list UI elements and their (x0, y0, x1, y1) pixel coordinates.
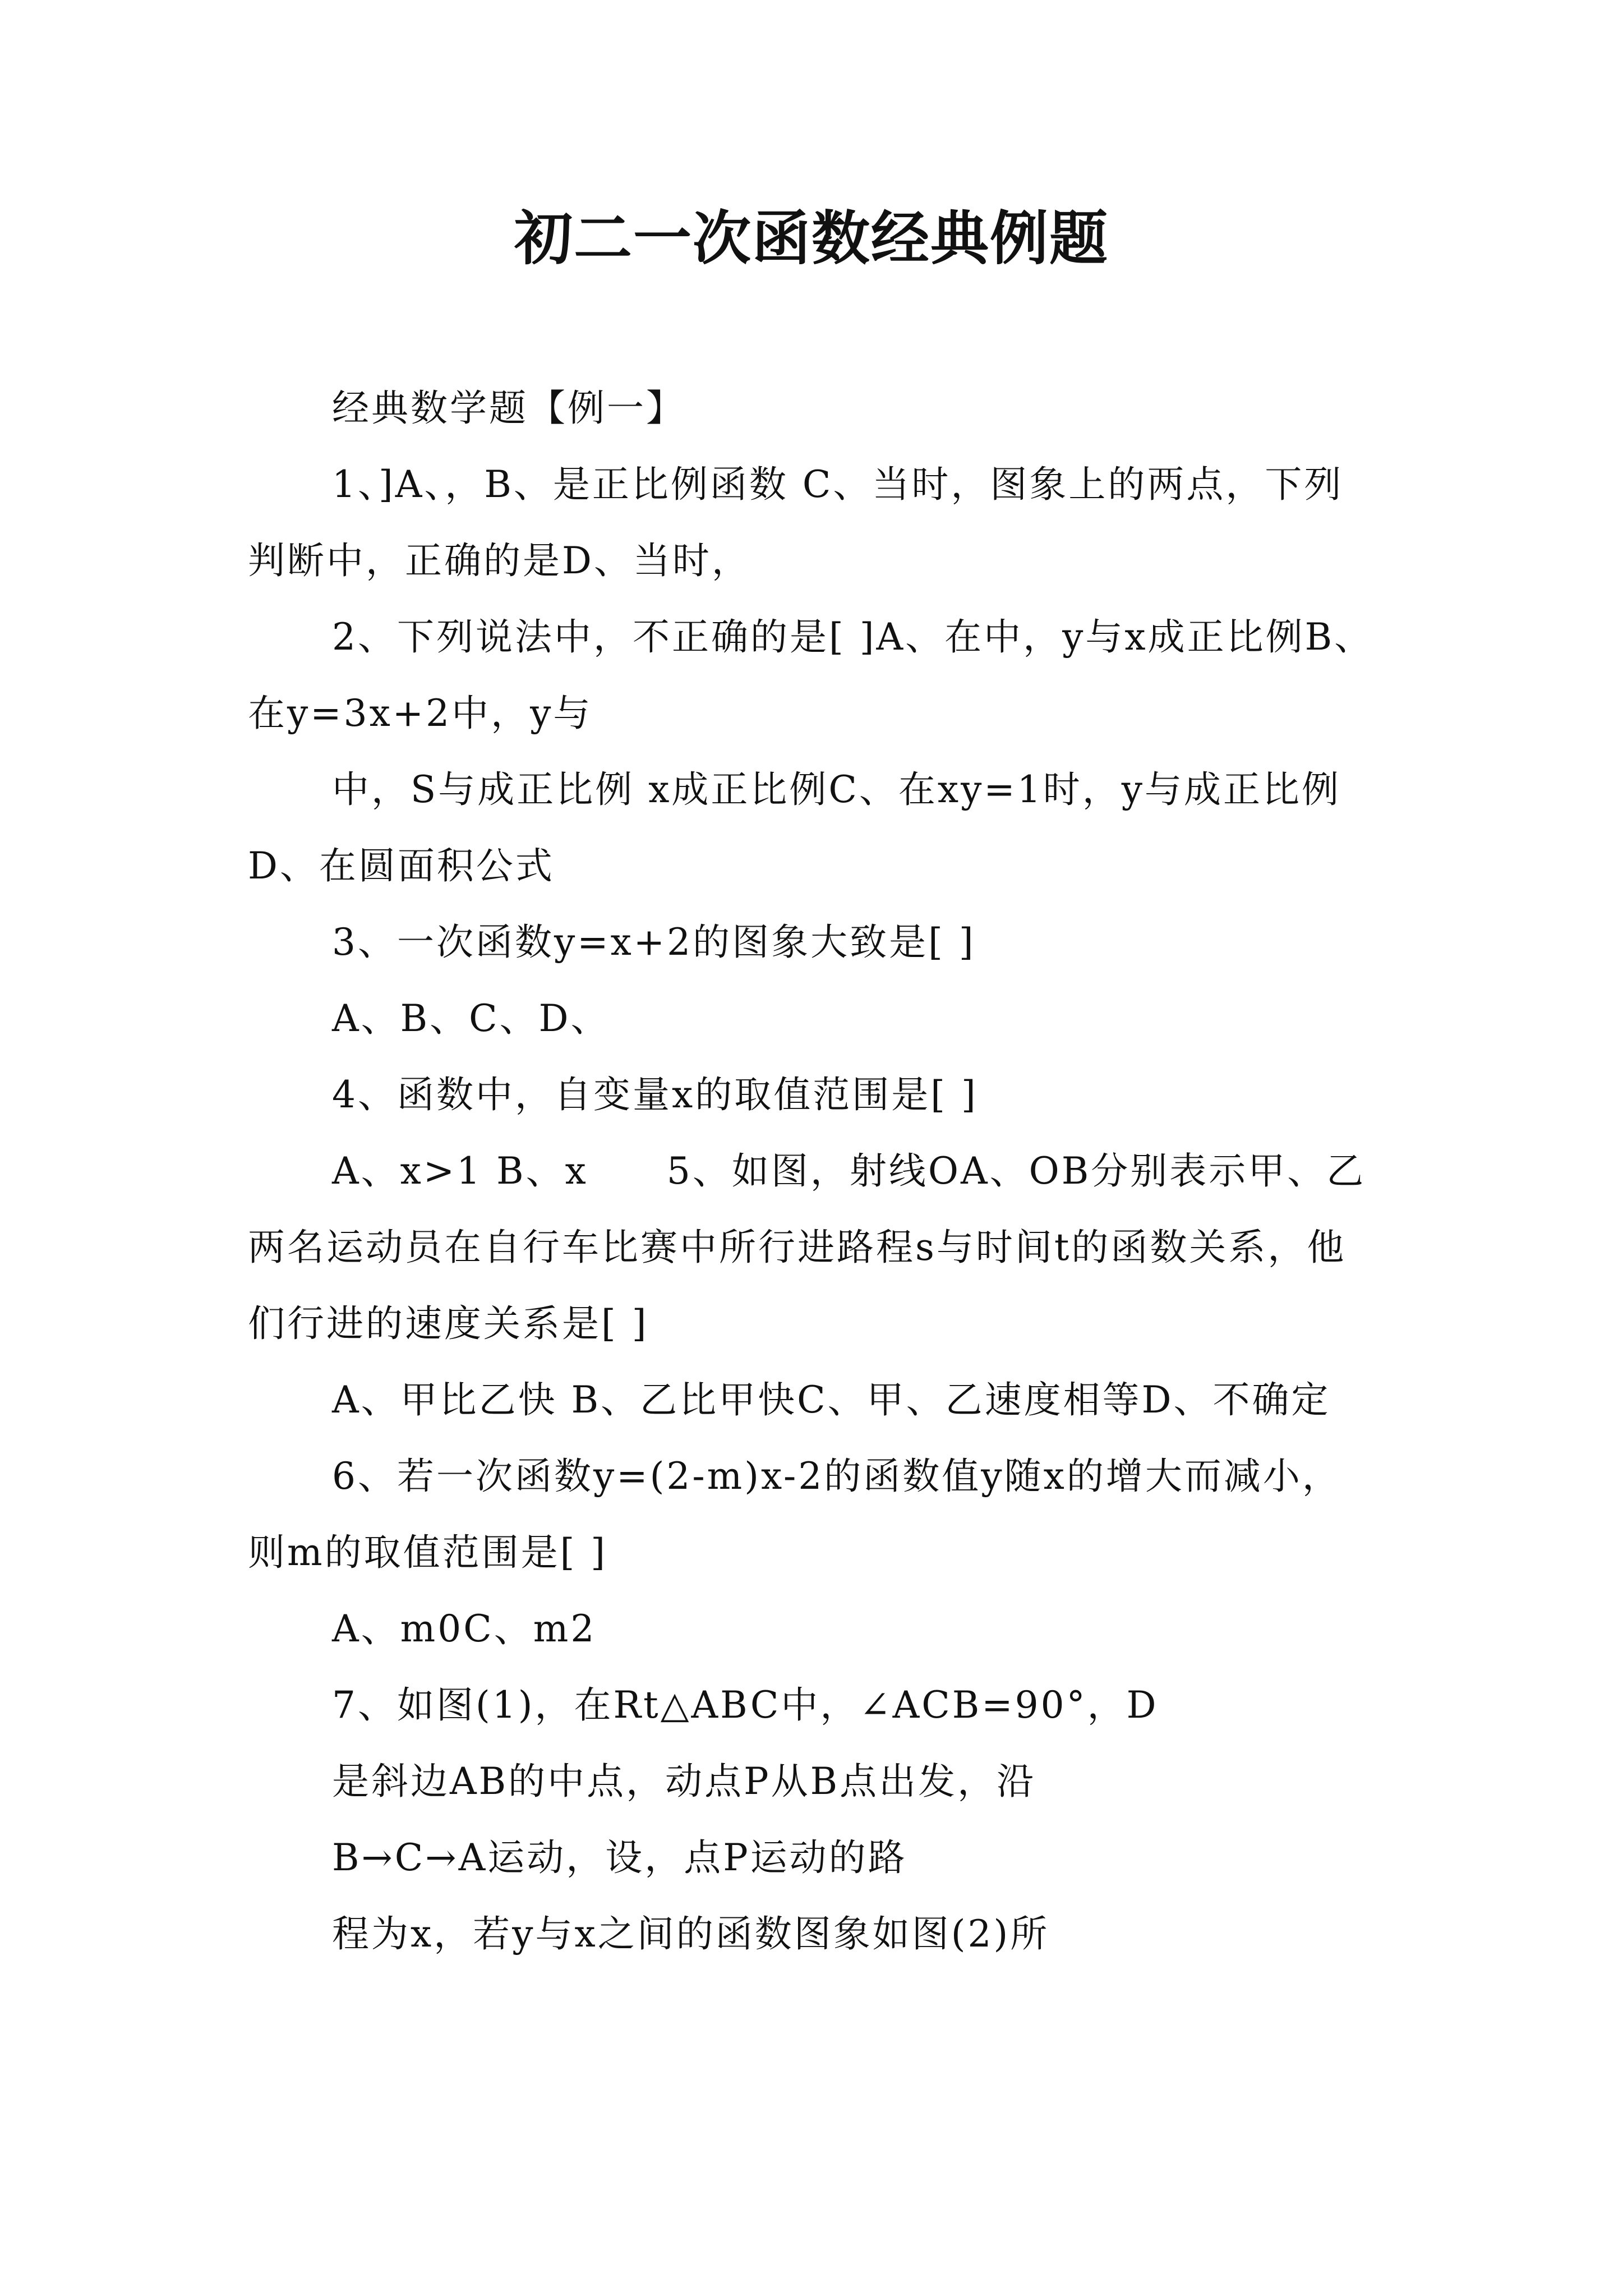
paragraph-heading: 经典数学题【例一】 (332, 386, 685, 430)
paragraph-q5-options: A、甲比乙快 B、乙比甲快C、甲、乙速度相等D、不确定 (332, 1378, 1331, 1421)
paragraph-q3-options: A、B、C、D、 (332, 997, 610, 1040)
paragraph-q7-line3: B→C→A运动，设，点P运动的路 (332, 1836, 907, 1879)
paragraph-q4-options-q5: A、x>1 B、x 5、如图，射线OA、OB分别表示甲、乙两名运动员在自行车比赛中所行进路程s与时间t的函数关系，他们行进的速度关系是[ ] (248, 1149, 1366, 1345)
paragraph-q3: 3、一次函数y=x+2的图象大致是[ ] (332, 921, 976, 964)
paragraph-q2: 2、下列说法中，不正确的是[ ]A、在中，y与x成正比例B、在y=3x+2中，y与 (248, 615, 1374, 735)
document-body (248, 370, 1375, 1972)
document-title: 初二一次函数经典例题 (514, 204, 1109, 273)
paragraph-q7-line2: 是斜边AB的中点，动点P从B点出发，沿 (332, 1760, 1036, 1803)
paragraph-q7-line4: 程为x，若y与x之间的函数图象如图(2)所 (332, 1912, 1050, 1955)
paragraph-q6: 6、若一次函数y=(2-m)x-2的函数值y随x的增大而减小，则m的取值范围是[ ] (248, 1455, 1341, 1574)
paragraph-q4: 4、函数中，自变量x的取值范围是[ ] (332, 1073, 978, 1116)
paragraph-q1: 1、]A、，B、是正比例函数 C、当时，图象上的两点，下列判断中，正确的是D、当时， (248, 463, 1344, 582)
paragraph-q2-cont: 中，S与成正比例 x成正比例C、在xy=1时，y与成正比例D、在圆面积公式 (248, 768, 1341, 887)
paragraph-q6-options: A、m0C、m2 (332, 1607, 597, 1650)
paragraph-q7-line1: 7、如图(1)，在Rt△ABC中，∠ACB=90°，D (332, 1683, 1159, 1727)
